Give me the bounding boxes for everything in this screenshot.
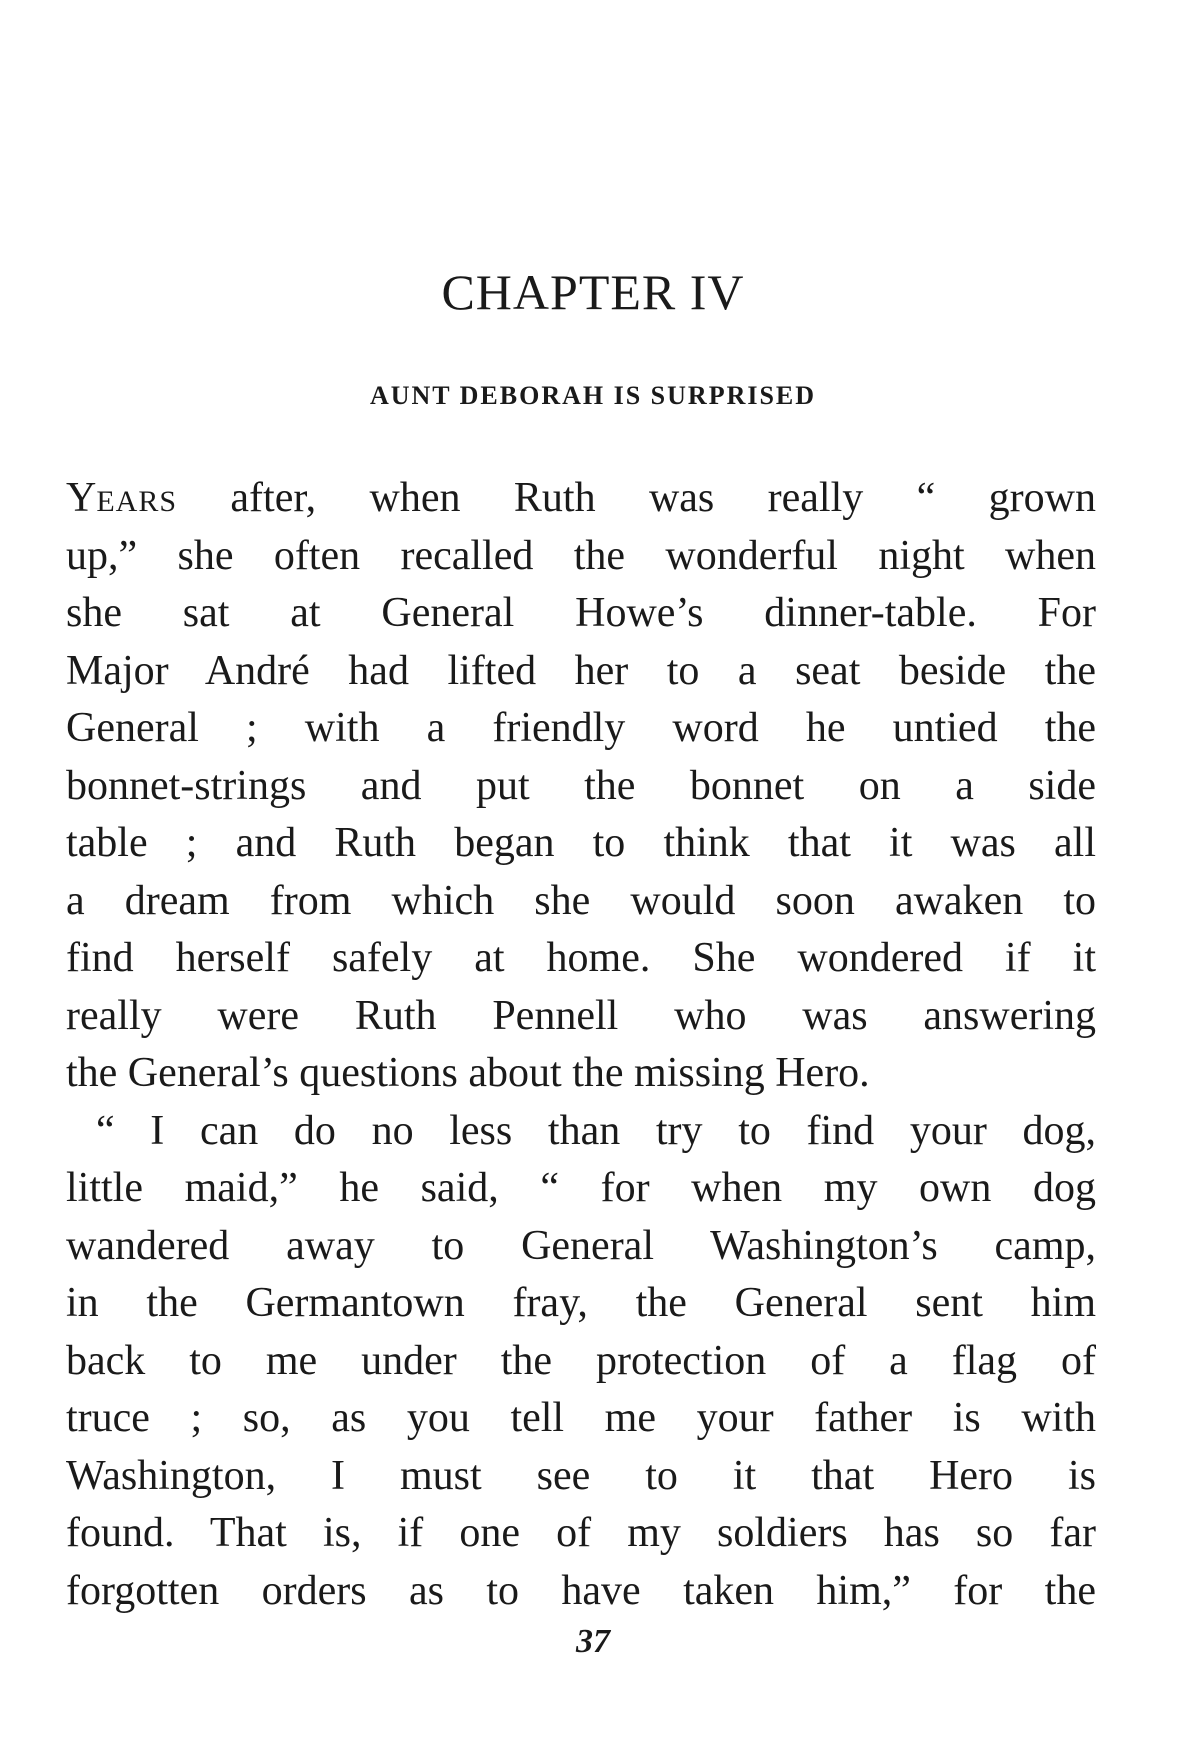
text-line: little maid,” he said, “ for when my own dog xyxy=(66,1165,1096,1211)
text-line: truce ; so, as you tell me your father is with xyxy=(66,1395,1096,1441)
text-line: table ; and Ruth began to think that it was all xyxy=(66,820,1096,866)
text-line: up,” she often recalled the wonderful night when xyxy=(66,532,1096,579)
opening-word xyxy=(66,475,177,521)
text-line: General ; with a friendly word he untied the xyxy=(66,705,1096,751)
chapter-subtitle: AUNT DEBORAH IS SURPRISED xyxy=(369,381,817,410)
text-line: really were Ruth Pennell who was answering xyxy=(66,992,1096,1039)
body-text xyxy=(66,470,1096,1620)
text-line: a dream from which she would soon awaken to xyxy=(66,877,1096,924)
text-line: back to me under the protection of a flag of xyxy=(66,1337,1096,1384)
text-line: Washington, I must see to it that Hero is xyxy=(66,1452,1096,1499)
opening-word-initial: Y xyxy=(66,475,97,521)
text-line: “ I can do no less than try to find your dog, xyxy=(96,1107,1096,1154)
text-line: the General’s questions about the missing Hero. xyxy=(66,1050,870,1096)
opening-word-small-caps xyxy=(66,475,177,521)
text-line: Major André had lifted her to a seat beside the xyxy=(66,647,1096,694)
text-line: found. That is, if one of my soldiers has so far xyxy=(66,1510,1096,1556)
text-line-rest: after, when Ruth was really “ grown xyxy=(177,475,1096,521)
text-line: wandered away to General Washington’s camp, xyxy=(66,1222,1096,1269)
text-line: she sat at General Howe’s dinner-table. For xyxy=(66,590,1096,636)
page-number: 37 xyxy=(576,1623,610,1660)
text-line: bonnet-strings and put the bonnet on a side xyxy=(66,762,1096,809)
chapter-title: CHAPTER IV xyxy=(441,264,745,320)
text-line xyxy=(66,470,1096,528)
text-line: forgotten orders as to have taken him,” for the xyxy=(66,1567,1096,1614)
opening-word-rest: EARS xyxy=(96,485,178,518)
text-line: find herself safely at home. She wondered if it xyxy=(66,935,1096,981)
text-line: in the Germantown fray, the General sent him xyxy=(66,1280,1096,1326)
